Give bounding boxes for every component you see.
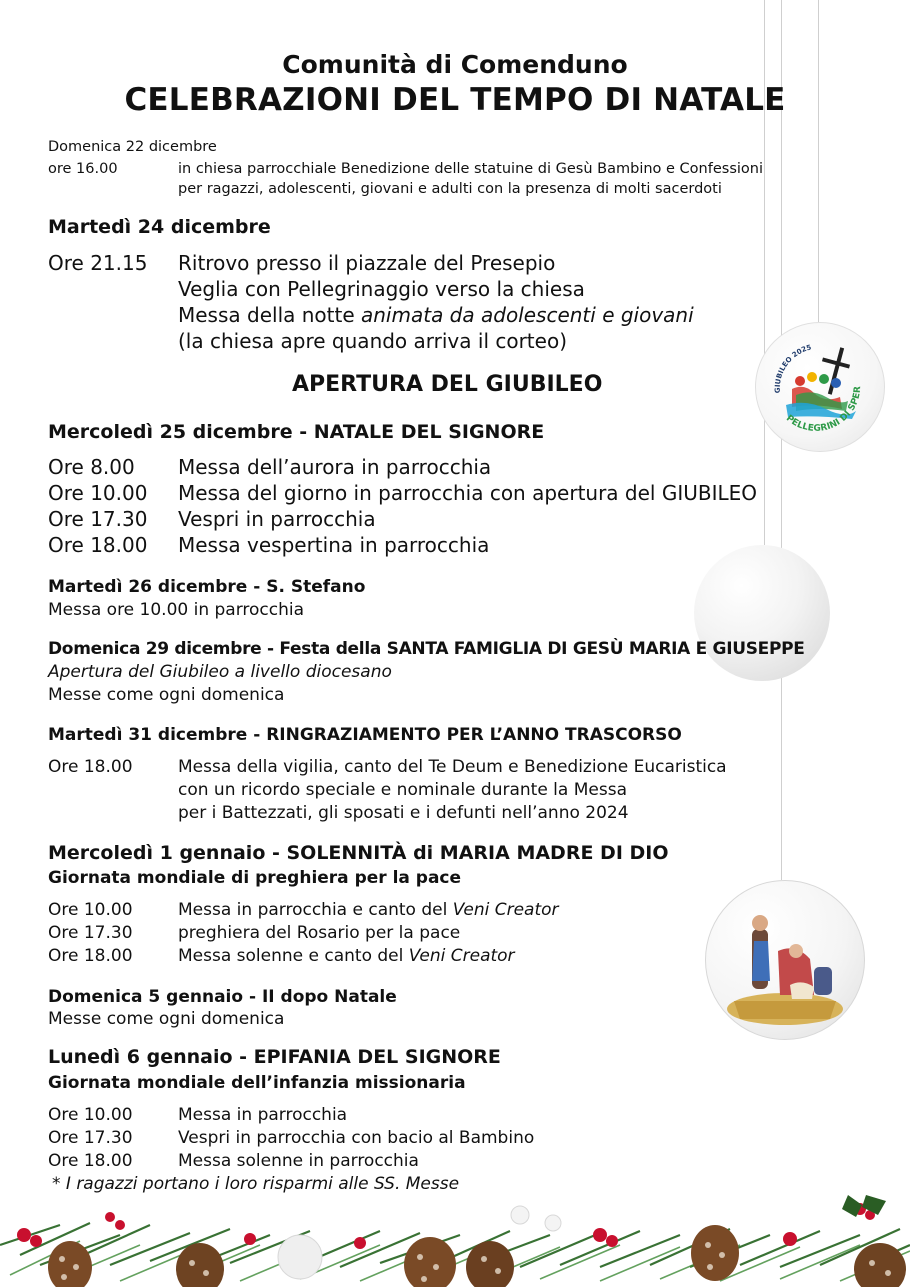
sec6-time: Ore 18.00 (48, 757, 133, 777)
sec6-line3: per i Battezzati, gli sposati e i defunti nell’anno 2024 (178, 803, 629, 823)
sec8-heading: Domenica 5 gennaio - II dopo Natale (48, 987, 397, 1007)
nativity-scene-icon (706, 881, 864, 1039)
sec1-date: Domenica 22 dicembre (48, 139, 217, 155)
jubilee-logo-icon (756, 323, 884, 451)
sec1-line2: per ragazzi, adolescenti, giovani e adulti con la presenza di molti sacerdoti (178, 181, 722, 197)
sec7-row-italic: Veni Creator (408, 946, 515, 966)
sec2-date: Martedì 24 dicembre (48, 216, 271, 238)
christmas-garland (0, 1195, 910, 1287)
sec2-line2: Veglia con Pellegrinaggio verso la chiesa (178, 277, 585, 301)
sec1-line1: in chiesa parrocchiale Benedizione delle statuine di Gesù Bambino e Confessioni (178, 161, 763, 177)
sec9-row-text: Messa in parrocchia (178, 1105, 348, 1125)
sec7-row-time: Ore 18.00 (48, 946, 133, 966)
sec4-line: Messa ore 10.00 in parrocchia (48, 600, 305, 620)
sec2-line3-plain: Messa della notte (178, 303, 361, 327)
sec5-line-italic: Apertura del Giubileo a livello diocesano (48, 662, 392, 682)
sec2-line4: (la chiesa apre quando arriva il corteo) (178, 329, 567, 353)
sec3-row-text: Messa dell’aurora in parrocchia (178, 455, 492, 479)
sec3-row-text: Messa vespertina in parrocchia (178, 533, 490, 557)
sec3-row-time: Ore 17.30 (48, 507, 148, 531)
sec9-heading: Lunedì 6 gennaio - EPIFANIA DEL SIGNORE (48, 1046, 501, 1068)
sec2-time: Ore 21.15 (48, 251, 148, 275)
jubilee-heading: APERTURA DEL GIUBILEO (292, 372, 603, 397)
sec9-row-text: Messa solenne in parrocchia (178, 1151, 419, 1171)
sec9-row-time: Ore 17.30 (48, 1128, 133, 1148)
sec9-row-time: Ore 10.00 (48, 1105, 133, 1125)
sec9-subheading: Giornata mondiale dell’infanzia missionaria (48, 1073, 466, 1093)
sec6-heading: Martedì 31 dicembre - RINGRAZIAMENTO PER L’ANNO TRASCORSO (48, 725, 682, 745)
sec3-row-text: Vespri in parrocchia (178, 507, 376, 531)
svg-text:GIUBILEO 2025 (774, 343, 813, 393)
logo-top-text: GIUBILEO 2025 (773, 343, 813, 394)
sec3-heading: Mercoledì 25 dicembre - NATALE DEL SIGNORE (48, 421, 545, 443)
sec1-time: ore 16.00 (48, 161, 118, 177)
sec5-line: Messe come ogni domenica (48, 685, 285, 705)
sec3-row-text: Messa del giorno in parrocchia con apertura del GIUBILEO (178, 481, 758, 505)
sec7-row-text (178, 900, 559, 920)
sec7-row-text: preghiera del Rosario per la pace (178, 923, 461, 943)
ornament-string (818, 0, 819, 322)
sec9-row-time: Ore 18.00 (48, 1151, 133, 1171)
sec2-line1: Ritrovo presso il piazzale del Presepio (178, 251, 556, 275)
sec7-subheading: Giornata mondiale di preghiera per la pace (48, 868, 462, 888)
page-title: CELEBRAZIONI DEL TEMPO DI NATALE (124, 82, 786, 118)
logo-bottom-text: PELLEGRINI DI SPER (783, 385, 864, 434)
white-bauble (694, 545, 830, 681)
sec8-line: Messe come ogni domenica (48, 1009, 285, 1029)
sec5-heading: Domenica 29 dicembre - Festa della SANTA FAMIGLIA DI GESÙ MARIA E GIUSEPPE (48, 639, 805, 659)
sec2-line3 (178, 303, 694, 327)
jubilee-logo (755, 322, 885, 452)
sec7-heading: Mercoledì 1 gennaio - SOLENNITÀ di MARIA MADRE DI DIO (48, 842, 669, 864)
sec7-row-plain: Messa solenne e canto del (178, 946, 409, 966)
sec6-line2: con un ricordo speciale e nominale durante la Messa (178, 780, 627, 800)
sec9-row-text: Vespri in parrocchia con bacio al Bambino (178, 1128, 535, 1148)
community-name: Comunità di Comenduno (282, 50, 628, 79)
garland-icon (0, 1195, 910, 1287)
sec7-row-time: Ore 10.00 (48, 900, 133, 920)
sec2-line3-italic: animata da adolescenti e giovani (361, 303, 694, 327)
sec7-row-italic: Veni Creator (452, 900, 559, 920)
sec4-heading: Martedì 26 dicembre - S. Stefano (48, 577, 366, 597)
sec7-row-time: Ore 17.30 (48, 923, 133, 943)
sec3-row-time: Ore 10.00 (48, 481, 148, 505)
sec6-line1: Messa della vigilia, canto del Te Deum e Benedizione Eucaristica (178, 757, 727, 777)
sec9-note: * I ragazzi portano i loro risparmi alle SS. Messe (52, 1174, 460, 1194)
nativity-bauble (705, 880, 865, 1040)
sec7-row-text (178, 946, 515, 966)
sec3-row-time: Ore 8.00 (48, 455, 135, 479)
sec3-row-time: Ore 18.00 (48, 533, 148, 557)
sec7-row-plain: Messa in parrocchia e canto del (178, 900, 453, 920)
